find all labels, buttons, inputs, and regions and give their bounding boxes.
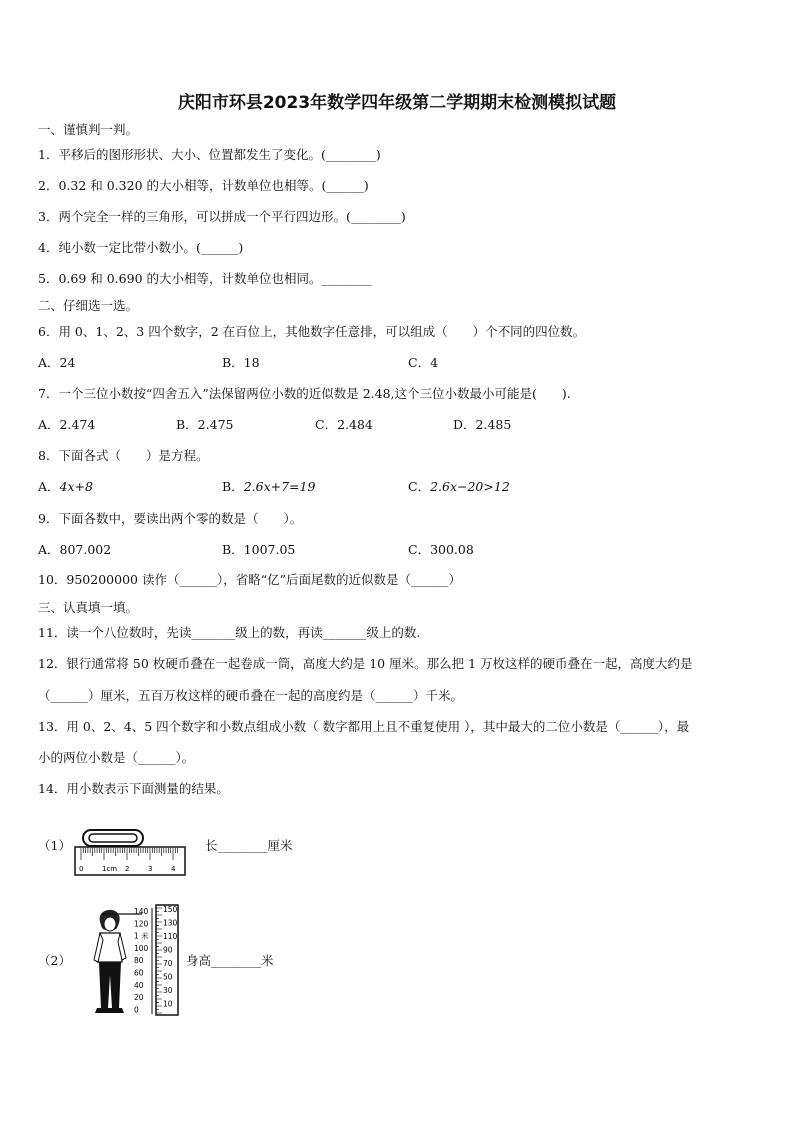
height-right-label: 30 (163, 986, 173, 995)
q7-option-b: B．2.475 (176, 417, 234, 432)
height-right-label: 90 (163, 945, 173, 955)
height-right-label: 10 (163, 999, 173, 1009)
q6-option-c: C．4 (408, 355, 439, 370)
section-heading-choose: 二、仔细选一选。 (38, 298, 139, 313)
q9-option-a: A．807.002 (38, 542, 112, 557)
question-13-line-1: 13．用 0、2、4、5 四个数字和小数点组成小数（ 数字都用上且不重复使用 ），其中最大的二位小数是（______），最 (38, 719, 690, 734)
page-title: 庆阳市环县2023年数学四年级第二学期期末检测模拟试题 (177, 93, 617, 113)
q8-option-c-label: C． (408, 479, 431, 494)
q9-option-b: B．1007.05 (222, 542, 296, 557)
height-right-label: 70 (163, 959, 173, 968)
measure-2-label: （2） (38, 953, 71, 968)
q6-option-a: A．24 (38, 355, 76, 370)
q8-option-b-expr: 2.6x+7=19 (243, 479, 316, 494)
height-left-label: 120 (134, 919, 149, 929)
ruler-label-2: 2 (125, 865, 130, 873)
question-13-line-2: 小的两位小数是（______）。 (38, 750, 195, 765)
q8-option-a-label: A． (38, 479, 60, 494)
height-right-label: 110 (163, 932, 178, 941)
height-left-label: 40 (134, 980, 144, 990)
question-6: 6．用 0、1、2、3 四个数字，2 在百位上，其他数字任意排，可以组成（ ）个不同的四位数。 (38, 324, 586, 339)
height-right-label: 50 (163, 972, 173, 982)
question-11: 11．读一个八位数时，先读_______级上的数，再读_______级上的数. (38, 625, 421, 640)
height-left-label: 100 (134, 943, 149, 953)
section-heading-fill: 三、认真填一填。 (38, 600, 139, 615)
measure-1-label: （1） (38, 838, 71, 853)
height-left-label: 80 (134, 956, 144, 966)
height-left-label: 20 (134, 993, 144, 1003)
height-left-label: 1 米 (134, 931, 149, 941)
section-heading-judge: 一、谨慎判一判。 (38, 122, 139, 137)
question-12-line-2: （______）厘米，五百万枚这样的硬币叠在一起的高度约是（______）千米。 (38, 688, 464, 703)
q9-option-c: C．300.08 (408, 542, 474, 557)
height-right-label: 150 (163, 905, 178, 914)
paperclip-outer (83, 830, 143, 846)
height-chart-figure (82, 900, 182, 1020)
question-5: 5．0.69 和 0.690 的大小相等，计数单位也相同。________ (38, 271, 372, 286)
q8-option-c (408, 479, 510, 495)
height-right-label: 130 (163, 918, 178, 928)
ruler-label-3: 3 (148, 865, 153, 873)
ruler-figure (74, 827, 186, 877)
q8-option-a (38, 479, 93, 495)
question-8: 8．下面各式（ ）是方程。 (38, 448, 209, 463)
question-7: 7．一个三位小数按“四舍五入”法保留两位小数的近似数是 2.48,这个三位小数最小可能是( ). (38, 386, 571, 401)
question-12-line-1: 12．银行通常将 50 枚硬币叠在一起卷成一筒，高度大约是 10 厘米。那么把 1 万枚这样的硬币叠在一起，高度大约是 (38, 656, 693, 671)
q8-option-c-expr: 2.6x−20>12 (430, 479, 510, 494)
person-figure (94, 910, 126, 1013)
question-1: 1．平移后的图形形状、大小、位置都发生了变化。(________) (38, 147, 381, 162)
measure-1-answer: 长________厘米 (205, 838, 293, 853)
height-left-labels (134, 907, 149, 1014)
height-left-label: 0 (134, 1005, 139, 1015)
q7-option-c: C．2.484 (315, 417, 373, 432)
question-9: 9．下面各数中，要读出两个零的数是（ ）。 (38, 511, 303, 526)
height-left-label: 60 (134, 968, 144, 978)
question-10: 10．950200000 读作（______），省略“亿”后面尾数的近似数是（______） (38, 572, 461, 587)
ruler-label-0: 0 (79, 865, 84, 873)
question-4: 4．纯小数一定比带小数小。(______) (38, 240, 244, 255)
question-2: 2．0.32 和 0.320 的大小相等，计数单位也相等。(______) (38, 178, 369, 193)
question-3: 3．两个完全一样的三角形，可以拼成一个平行四边形。(________) (38, 209, 406, 224)
question-14: 14．用小数表示下面测量的结果。 (38, 781, 229, 796)
q6-option-b: B．18 (222, 355, 260, 370)
ruler-label-1: 1cm (102, 865, 118, 873)
q8-option-b (222, 479, 315, 495)
measure-2-answer: 身高________米 (186, 953, 274, 968)
q7-option-d: D．2.485 (453, 417, 512, 432)
q8-option-a-expr: 4x+8 (59, 479, 93, 494)
q7-option-a: A．2.474 (38, 417, 96, 432)
ruler-label-4: 4 (171, 865, 176, 873)
height-left-label: 140 (134, 907, 149, 916)
q8-option-b-label: B． (222, 479, 244, 494)
